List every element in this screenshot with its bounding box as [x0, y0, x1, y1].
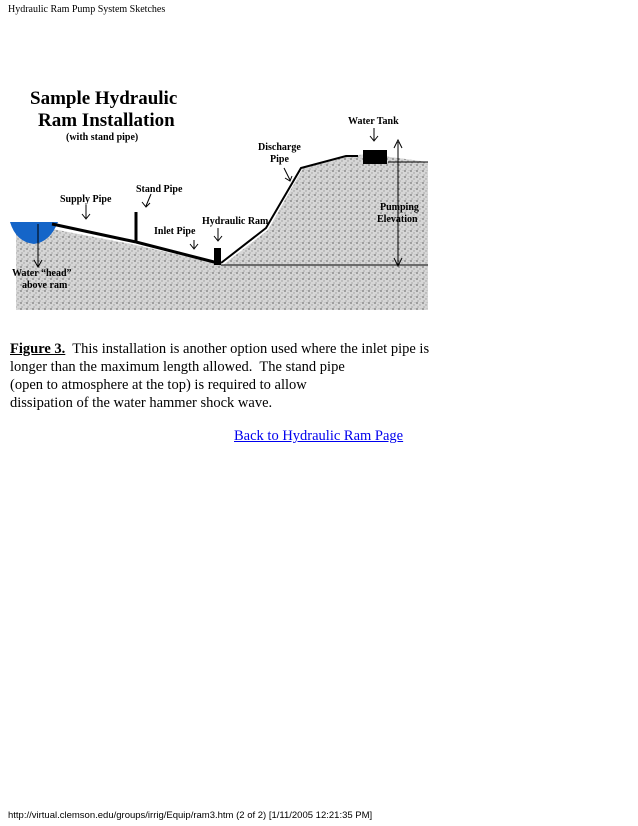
discharge-pointer-icon — [284, 168, 292, 181]
label-head-2: above ram — [22, 280, 68, 291]
caption-line-1 — [10, 340, 450, 358]
label-pumping-2: Elevation — [377, 214, 418, 225]
caption-line-4: dissipation of the water hammer shock wave. — [10, 395, 273, 411]
caption-line-1-text: This installation is another option used where the inlet pipe is — [65, 341, 430, 357]
label-hydraulic-ram: Hydraulic Ram — [202, 216, 269, 227]
hydraulic-ram-pointer-icon — [214, 228, 222, 241]
label-stand-pipe: Stand Pipe — [136, 184, 183, 195]
caption-line-3: (open to atmosphere at the top) is required to allow — [10, 377, 307, 393]
ground-hill — [16, 154, 428, 310]
diagram-title-sub: (with stand pipe) — [66, 132, 139, 143]
stand-pipe-pointer-icon — [142, 194, 151, 207]
ram-installation-diagram — [8, 80, 438, 320]
diagram-title-line1: Sample Hydraulic — [30, 88, 178, 109]
label-head-1: Water “head” — [12, 268, 72, 279]
label-discharge-1: Discharge — [258, 142, 301, 153]
page-footer-url: http://virtual.clemson.edu/groups/irrig/Equip/ram3.htm (2 of 2) [1/11/2005 12:21:35 PM] — [8, 810, 373, 821]
label-inlet-pipe: Inlet Pipe — [154, 226, 196, 237]
supply-pipe-pointer-icon — [82, 205, 90, 219]
label-discharge-2: Pipe — [270, 154, 289, 165]
water-tank-pointer-icon — [370, 128, 378, 141]
diagram-title-line2: Ram Installation — [38, 110, 175, 131]
figure-label: Figure 3. — [10, 341, 66, 357]
back-to-hydraulic-ram-link[interactable]: Back to Hydraulic Ram Page — [234, 428, 404, 444]
label-supply-pipe: Supply Pipe — [60, 194, 112, 205]
hydraulic-ram-device — [214, 248, 221, 265]
label-water-tank: Water Tank — [348, 116, 399, 127]
caption-line-2: longer than the maximum length allowed. The stand pipe — [10, 359, 345, 375]
inlet-pipe-pointer-icon — [190, 240, 198, 249]
page-header-title: Hydraulic Ram Pump System Sketches — [8, 4, 166, 15]
figure-caption — [10, 340, 450, 412]
water-tank-box — [363, 150, 387, 164]
label-pumping-1: Pumping — [380, 202, 419, 213]
